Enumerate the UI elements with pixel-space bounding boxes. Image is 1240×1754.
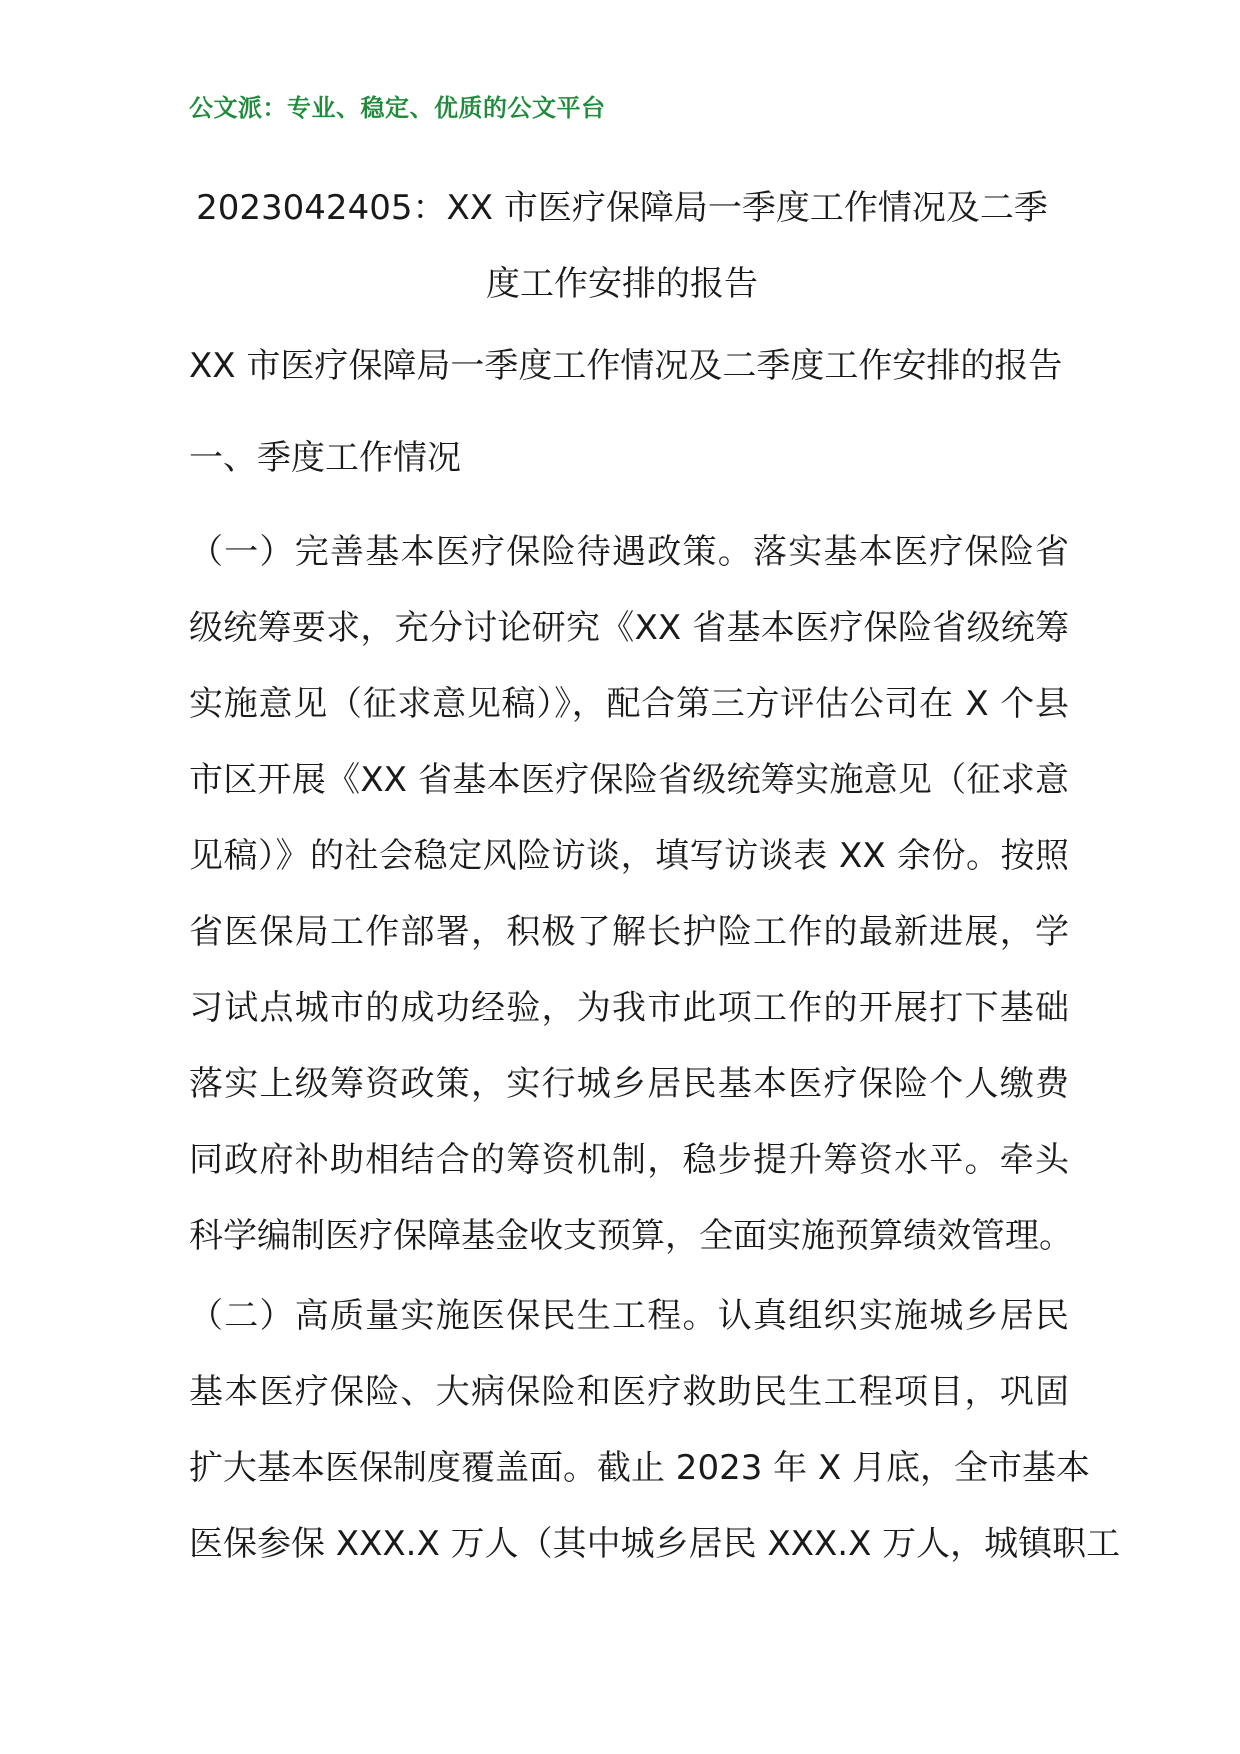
paragraph-line: 实施意见（征求意见稿）》，配合第三方评估公司在 X 个县: [189, 684, 1069, 724]
paragraph-line: 市区开展《XX 省基本医疗保险省级统筹实施意见（征求意: [189, 760, 1069, 800]
paragraph-line: 科学编制医疗保障基金收支预算，全面实施预算绩效管理。: [189, 1216, 1073, 1256]
title-line: 度工作安排的报告: [486, 264, 758, 304]
paragraph-line: 习试点城市的成功经验，为我市此项工作的开展打下基础: [189, 988, 1069, 1028]
paragraph-line: 省医保局工作部署，积极了解长护险工作的最新进展，学: [189, 912, 1069, 952]
paragraph-line: 级统筹要求，充分讨论研究《XX 省基本医疗保险省级统筹: [189, 608, 1069, 648]
title-line: 2023042405：XX 市医疗保障局一季度工作情况及二季: [196, 188, 1048, 228]
report-subtitle: XX 市医疗保障局一季度工作情况及二季度工作安排的报告: [189, 346, 1063, 386]
paragraph-line: （一）完善基本医疗保险待遇政策。落实基本医疗保险省: [189, 532, 1069, 572]
document-title: [189, 170, 1055, 322]
section-heading: 一、季度工作情况: [189, 438, 461, 478]
body-paragraph: [189, 522, 1073, 1282]
paragraph-line: 落实上级筹资政策，实行城乡居民基本医疗保险个人缴费: [189, 1064, 1069, 1104]
paragraph-line: 基本医疗保险、大病保险和医疗救助民生工程项目，巩固: [189, 1372, 1069, 1412]
paragraph-line: 见稿）》的社会稳定风险访谈，填写访谈表 XX 余份。按照: [189, 836, 1069, 876]
platform-banner: 公文派：专业、稳定、优质的公文平台: [189, 94, 606, 122]
paragraph-line: 医保参保 XXX.X 万人（其中城乡居民 XXX.X 万人，城镇职工: [189, 1524, 1121, 1564]
body-paragraph: [189, 1286, 1121, 1590]
paragraph-line: 扩大基本医保制度覆盖面。截止 2023 年 X 月底，全市基本: [189, 1448, 1091, 1488]
paragraph-line: （二）高质量实施医保民生工程。认真组织实施城乡居民: [189, 1296, 1069, 1336]
paragraph-line: 同政府补助相结合的筹资机制，稳步提升筹资水平。牵头: [189, 1140, 1069, 1180]
